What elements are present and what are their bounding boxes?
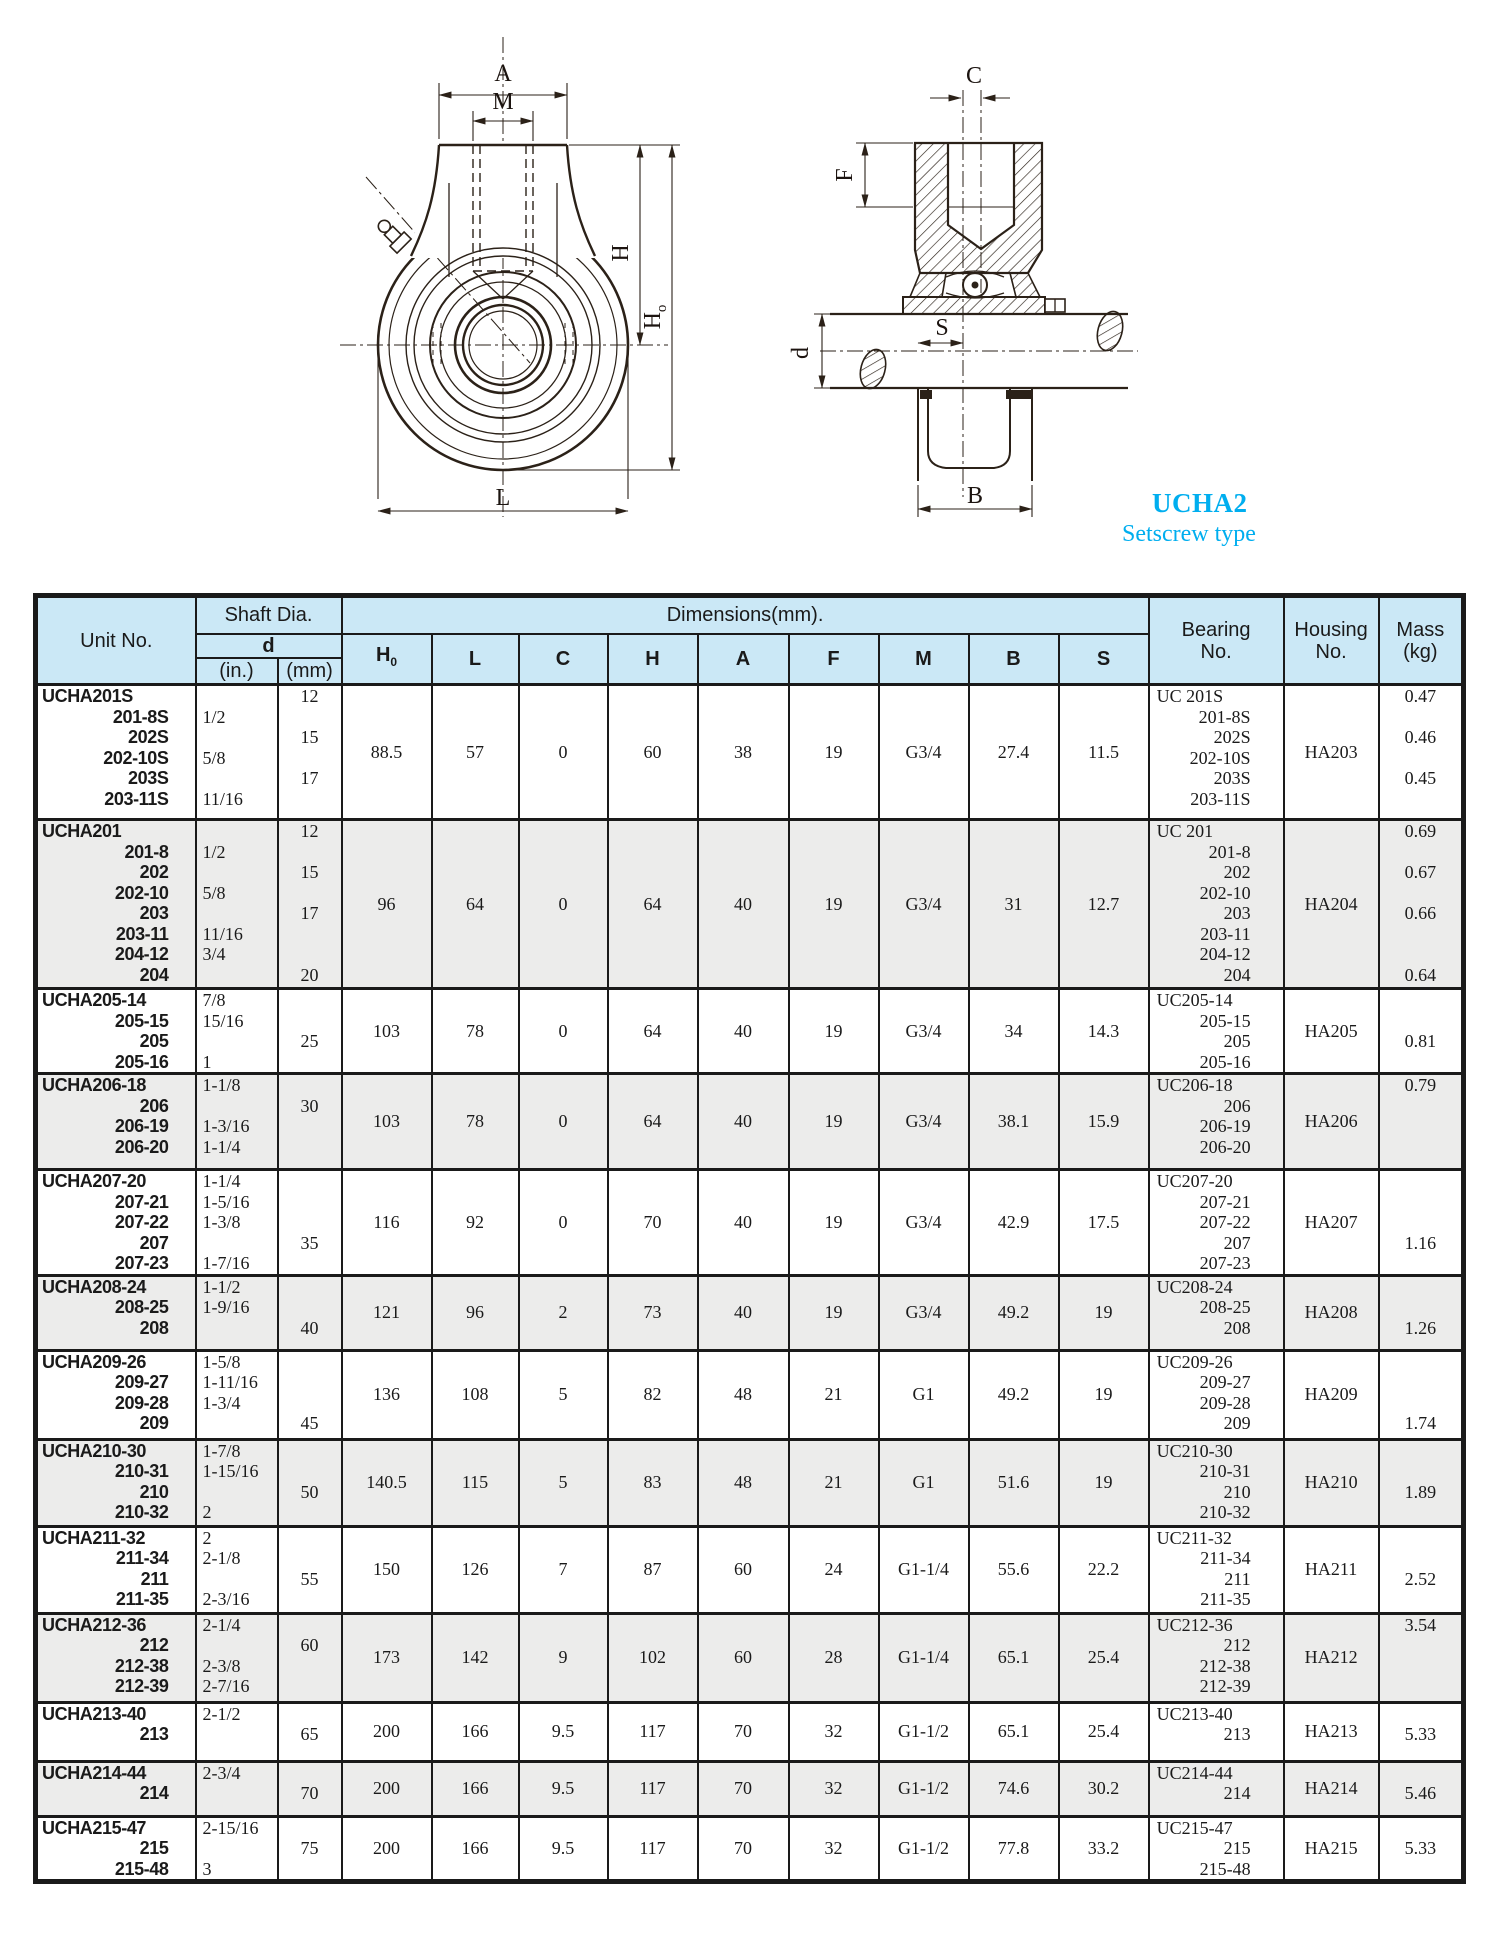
- dim-h-cell: 70: [608, 1170, 698, 1276]
- dim-ho-cell: 103: [342, 1074, 432, 1170]
- col-header-unit-no: Unit No.: [36, 596, 196, 685]
- housing-no-cell: HA214: [1284, 1761, 1379, 1816]
- unit-no-cell: UCHA206-18 206 206-19 206-20: [36, 1074, 196, 1170]
- dim-f-cell: 24: [789, 1526, 879, 1613]
- housing-no-cell: HA208: [1284, 1275, 1379, 1350]
- col-header-mass: Mass (kg): [1379, 596, 1464, 685]
- dim-h-cell: 102: [608, 1613, 698, 1702]
- dim-c-cell: 9.5: [519, 1761, 608, 1816]
- dim-a-cell: 48: [698, 1439, 789, 1526]
- dim-ho-cell: 200: [342, 1702, 432, 1761]
- col-header-dim-2: C: [519, 634, 608, 685]
- dim-f-cell: 32: [789, 1702, 879, 1761]
- shaft-mm-cell: 40: [278, 1275, 342, 1350]
- dim-f-cell: 19: [789, 1275, 879, 1350]
- dim-label-d: d: [788, 347, 814, 359]
- housing-no-cell: HA209: [1284, 1350, 1379, 1439]
- dim-a-cell: 38: [698, 685, 789, 820]
- dim-b-cell: 65.1: [969, 1613, 1059, 1702]
- unit-no-cell: UCHA214-44 214: [36, 1761, 196, 1816]
- dim-c-cell: 0: [519, 989, 608, 1074]
- series-name: UCHA2: [1152, 488, 1248, 518]
- dim-label-L: L: [495, 485, 511, 511]
- dim-s-cell: 15.9: [1059, 1074, 1149, 1170]
- dim-l-cell: 96: [432, 1275, 519, 1350]
- unit-no-cell: UCHA213-40 213: [36, 1702, 196, 1761]
- bearing-no-cell: UC212-36 212 212-38 212-39: [1149, 1613, 1284, 1702]
- mass-cell: 2.52: [1379, 1526, 1464, 1613]
- shaft-in-cell: 2-3/4: [196, 1761, 278, 1816]
- shaft-in-cell: 2 2-1/8 2-3/16: [196, 1526, 278, 1613]
- dim-m-cell: G3/4: [879, 685, 969, 820]
- dim-c-cell: 5: [519, 1439, 608, 1526]
- dim-f-cell: 28: [789, 1613, 879, 1702]
- shaft-mm-cell: 30: [278, 1074, 342, 1170]
- bearing-no-cell: UC211-32 211-34 211 211-35: [1149, 1526, 1284, 1613]
- shaft-in-cell: 2-1/4 2-3/8 2-7/16: [196, 1613, 278, 1702]
- col-header-shaft-dia: Shaft Dia.: [196, 596, 342, 634]
- bearing-no-cell: UC 201S 201-8S 202S 202-10S 203S 203-11S: [1149, 685, 1284, 820]
- dim-b-cell: 49.2: [969, 1350, 1059, 1439]
- bearing-no-cell: UC209-26 209-27 209-28 209: [1149, 1350, 1284, 1439]
- dim-c-cell: 9.5: [519, 1702, 608, 1761]
- dim-s-cell: 30.2: [1059, 1761, 1149, 1816]
- unit-no-cell: UCHA205-14 205-15 205 205-16: [36, 989, 196, 1074]
- dim-a-cell: 60: [698, 1613, 789, 1702]
- dim-b-cell: 42.9: [969, 1170, 1059, 1276]
- dim-b-cell: 77.8: [969, 1816, 1059, 1882]
- spec-row-UCHA201: [36, 820, 1464, 989]
- dim-s-cell: 17.5: [1059, 1170, 1149, 1276]
- bearing-no-cell: UC205-14 205-15 205 205-16: [1149, 989, 1284, 1074]
- shaft-in-cell: 1/2 5/8 11/16: [196, 685, 278, 820]
- dim-c-cell: 0: [519, 820, 608, 989]
- dim-l-cell: 166: [432, 1702, 519, 1761]
- dim-ho-cell: 150: [342, 1526, 432, 1613]
- housing-no-cell: HA211: [1284, 1526, 1379, 1613]
- spec-table-container: [33, 593, 1466, 1884]
- dim-m-cell: G1-1/2: [879, 1702, 969, 1761]
- col-header-dim-4: A: [698, 634, 789, 685]
- dim-b-cell: 34: [969, 989, 1059, 1074]
- dim-label-S: S: [935, 315, 949, 341]
- dim-m-cell: G1-1/4: [879, 1526, 969, 1613]
- dim-h-cell: 64: [608, 989, 698, 1074]
- dim-f-cell: 19: [789, 989, 879, 1074]
- dim-a-cell: 40: [698, 820, 789, 989]
- dim-l-cell: 166: [432, 1816, 519, 1882]
- shaft-in-cell: 2-1/2: [196, 1702, 278, 1761]
- shaft-in-cell: 1-1/8 1-3/16 1-1/4: [196, 1074, 278, 1170]
- col-header-in: (in.): [196, 658, 278, 685]
- dim-ho-cell: 140.5: [342, 1439, 432, 1526]
- housing-no-cell: HA212: [1284, 1613, 1379, 1702]
- dim-s-cell: 19: [1059, 1350, 1149, 1439]
- col-header-mm: (mm): [278, 658, 342, 685]
- dim-s-cell: 22.2: [1059, 1526, 1149, 1613]
- dim-c-cell: 0: [519, 1074, 608, 1170]
- dim-m-cell: G3/4: [879, 1170, 969, 1276]
- shaft-in-cell: 1-7/8 1-15/16 2: [196, 1439, 278, 1526]
- dim-c-cell: 5: [519, 1350, 608, 1439]
- dim-m-cell: G3/4: [879, 1074, 969, 1170]
- dim-s-cell: 19: [1059, 1439, 1149, 1526]
- col-header-bearing-no: Bearing No.: [1149, 596, 1284, 685]
- housing-no-cell: HA213: [1284, 1702, 1379, 1761]
- shaft-mm-cell: 12 15 17: [278, 685, 342, 820]
- dim-l-cell: 57: [432, 685, 519, 820]
- dim-b-cell: 74.6: [969, 1761, 1059, 1816]
- dim-l-cell: 126: [432, 1526, 519, 1613]
- shaft-in-cell: 7/8 15/16 1: [196, 989, 278, 1074]
- dim-l-cell: 108: [432, 1350, 519, 1439]
- dim-label-C: C: [965, 63, 983, 89]
- dim-label-A: A: [494, 61, 512, 87]
- col-header-dim-8: S: [1059, 634, 1149, 685]
- dim-f-cell: 32: [789, 1761, 879, 1816]
- dim-a-cell: 70: [698, 1816, 789, 1882]
- mass-cell: 5.33: [1379, 1702, 1464, 1761]
- col-header-dim-5: F: [789, 634, 879, 685]
- dim-s-cell: 14.3: [1059, 989, 1149, 1074]
- side-section-drawing: [770, 35, 1190, 535]
- mass-cell: 0.79: [1379, 1074, 1464, 1170]
- dim-f-cell: 19: [789, 1170, 879, 1276]
- dim-m-cell: G1: [879, 1439, 969, 1526]
- dim-a-cell: 60: [698, 1526, 789, 1613]
- unit-no-cell: UCHA212-36 212 212-38 212-39: [36, 1613, 196, 1702]
- dim-s-cell: 19: [1059, 1275, 1149, 1350]
- dim-c-cell: 7: [519, 1526, 608, 1613]
- dim-b-cell: 49.2: [969, 1275, 1059, 1350]
- dim-l-cell: 142: [432, 1613, 519, 1702]
- spec-row-UCHA214-44: [36, 1761, 1464, 1816]
- mass-cell: 3.54: [1379, 1613, 1464, 1702]
- unit-no-cell: UCHA210-30 210-31 210 210-32: [36, 1439, 196, 1526]
- spec-row-UCHA212-36: [36, 1613, 1464, 1702]
- bearing-no-cell: UC213-40 213: [1149, 1702, 1284, 1761]
- dim-m-cell: G3/4: [879, 989, 969, 1074]
- col-header-dim-3: H: [608, 634, 698, 685]
- dim-label-M: M: [492, 89, 514, 115]
- shaft-mm-cell: 50: [278, 1439, 342, 1526]
- dim-c-cell: 9: [519, 1613, 608, 1702]
- mass-cell: 1.74: [1379, 1350, 1464, 1439]
- dim-c-cell: 0: [519, 685, 608, 820]
- dim-ho-cell: 116: [342, 1170, 432, 1276]
- dim-f-cell: 21: [789, 1439, 879, 1526]
- dim-h-cell: 64: [608, 820, 698, 989]
- dim-h-cell: 83: [608, 1439, 698, 1526]
- dim-b-cell: 51.6: [969, 1439, 1059, 1526]
- housing-no-cell: HA215: [1284, 1816, 1379, 1882]
- unit-no-cell: UCHA209-26 209-27 209-28 209: [36, 1350, 196, 1439]
- col-header-d: d: [196, 634, 342, 658]
- dim-label-H: H: [608, 244, 634, 262]
- dim-l-cell: 78: [432, 989, 519, 1074]
- housing-no-cell: HA207: [1284, 1170, 1379, 1276]
- spec-row-UCHA215-47: [36, 1816, 1464, 1882]
- shaft-in-cell: 2-15/16 3: [196, 1816, 278, 1882]
- dim-l-cell: 166: [432, 1761, 519, 1816]
- dim-ho-cell: 136: [342, 1350, 432, 1439]
- mass-cell: 0.81: [1379, 989, 1464, 1074]
- housing-no-cell: HA203: [1284, 685, 1379, 820]
- dim-l-cell: 92: [432, 1170, 519, 1276]
- dim-h-cell: 87: [608, 1526, 698, 1613]
- mass-cell: 0.47 0.46 0.45: [1379, 685, 1464, 820]
- spec-row-UCHA201S: [36, 685, 1464, 820]
- shaft-mm-cell: 45: [278, 1350, 342, 1439]
- unit-no-cell: UCHA211-32 211-34 211 211-35: [36, 1526, 196, 1613]
- spec-row-UCHA207-20: [36, 1170, 1464, 1276]
- dim-h-cell: 64: [608, 1074, 698, 1170]
- dim-m-cell: G1: [879, 1350, 969, 1439]
- dim-f-cell: 32: [789, 1816, 879, 1882]
- housing-no-cell: HA210: [1284, 1439, 1379, 1526]
- unit-no-cell: UCHA215-47 215 215-48: [36, 1816, 196, 1882]
- col-header-dimensions: Dimensions(mm).: [342, 596, 1149, 634]
- dim-b-cell: 27.4: [969, 685, 1059, 820]
- housing-no-cell: HA205: [1284, 989, 1379, 1074]
- dim-s-cell: 12.7: [1059, 820, 1149, 989]
- dim-f-cell: 19: [789, 1074, 879, 1170]
- dim-a-cell: 70: [698, 1702, 789, 1761]
- col-header-dim-7: B: [969, 634, 1059, 685]
- dim-h-cell: 82: [608, 1350, 698, 1439]
- dim-ho-cell: 173: [342, 1613, 432, 1702]
- series-callout: [1122, 488, 1322, 548]
- shaft-in-cell: 1-5/8 1-11/16 1-3/4: [196, 1350, 278, 1439]
- shaft-mm-cell: 75: [278, 1816, 342, 1882]
- dim-m-cell: G1-1/2: [879, 1816, 969, 1882]
- dim-c-cell: 2: [519, 1275, 608, 1350]
- series-type: Setscrew type: [1122, 521, 1256, 547]
- dim-c-cell: 0: [519, 1170, 608, 1276]
- dim-a-cell: 40: [698, 1170, 789, 1276]
- shaft-mm-cell: 25: [278, 989, 342, 1074]
- dim-h-cell: 73: [608, 1275, 698, 1350]
- dim-m-cell: G3/4: [879, 820, 969, 989]
- bearing-no-cell: UC206-18 206 206-19 206-20: [1149, 1074, 1284, 1170]
- housing-no-cell: HA206: [1284, 1074, 1379, 1170]
- spec-row-UCHA206-18: [36, 1074, 1464, 1170]
- dim-l-cell: 115: [432, 1439, 519, 1526]
- dim-ho-cell: 200: [342, 1816, 432, 1882]
- dim-a-cell: 40: [698, 1074, 789, 1170]
- mass-cell: 0.69 0.67 0.66 0.64: [1379, 820, 1464, 989]
- unit-no-cell: UCHA201S 201-8S 202S 202-10S 203S 203-11S: [36, 685, 196, 820]
- bearing-no-cell: UC208-24 208-25 208: [1149, 1275, 1284, 1350]
- shaft-in-cell: 1-1/2 1-9/16: [196, 1275, 278, 1350]
- dim-a-cell: 70: [698, 1761, 789, 1816]
- shaft-in-cell: 1/2 5/8 11/16 3/4: [196, 820, 278, 989]
- unit-no-cell: UCHA208-24 208-25 208: [36, 1275, 196, 1350]
- dim-s-cell: 11.5: [1059, 685, 1149, 820]
- grease-fitting: [373, 215, 411, 253]
- dim-l-cell: 64: [432, 820, 519, 989]
- shaft-mm-cell: 35: [278, 1170, 342, 1276]
- mass-cell: 5.33: [1379, 1816, 1464, 1882]
- dim-h-cell: 117: [608, 1702, 698, 1761]
- shaft-mm-cell: 65: [278, 1702, 342, 1761]
- dim-m-cell: G1-1/2: [879, 1761, 969, 1816]
- mass-cell: 1.89: [1379, 1439, 1464, 1526]
- spec-row-UCHA205-14: [36, 989, 1464, 1074]
- dim-b-cell: 38.1: [969, 1074, 1059, 1170]
- dim-ho-cell: 200: [342, 1761, 432, 1816]
- dim-ho-cell: 96: [342, 820, 432, 989]
- unit-no-cell: UCHA201 201-8 202 202-10 203 203-11 204-12 204: [36, 820, 196, 989]
- dim-f-cell: 21: [789, 1350, 879, 1439]
- dim-s-cell: 33.2: [1059, 1816, 1149, 1882]
- dim-s-cell: 25.4: [1059, 1613, 1149, 1702]
- dim-b-cell: 31: [969, 820, 1059, 989]
- spec-row-UCHA213-40: [36, 1702, 1464, 1761]
- dim-a-cell: 40: [698, 989, 789, 1074]
- col-header-dim-1: L: [432, 634, 519, 685]
- dim-f-cell: 19: [789, 685, 879, 820]
- dim-a-cell: 40: [698, 1275, 789, 1350]
- shaft-mm-cell: 55: [278, 1526, 342, 1613]
- bearing-no-cell: UC214-44 214: [1149, 1761, 1284, 1816]
- dim-label-F: F: [832, 168, 858, 182]
- shaft-mm-cell: 70: [278, 1761, 342, 1816]
- front-view-drawing: [268, 25, 738, 525]
- dim-label-B: B: [966, 483, 984, 509]
- dim-m-cell: G3/4: [879, 1275, 969, 1350]
- mass-cell: 1.16: [1379, 1170, 1464, 1276]
- spec-row-UCHA208-24: [36, 1275, 1464, 1350]
- col-header-dim-0: $H_0$: [342, 634, 432, 685]
- dim-ho-cell: 121: [342, 1275, 432, 1350]
- shaft-mm-cell: 60: [278, 1613, 342, 1702]
- dim-label-Ho: $H_o$: [640, 304, 670, 330]
- bearing-no-cell: UC207-20 207-21 207-22 207 207-23: [1149, 1170, 1284, 1276]
- bearing-no-cell: UC 201 201-8 202 202-10 203 203-11 204-12 204: [1149, 820, 1284, 989]
- dim-c-cell: 9.5: [519, 1816, 608, 1882]
- dim-b-cell: 65.1: [969, 1702, 1059, 1761]
- spec-row-UCHA210-30: [36, 1439, 1464, 1526]
- col-header-dim-6: M: [879, 634, 969, 685]
- mass-cell: 1.26: [1379, 1275, 1464, 1350]
- dim-h-cell: 60: [608, 685, 698, 820]
- spec-row-UCHA209-26: [36, 1350, 1464, 1439]
- spec-row-UCHA211-32: [36, 1526, 1464, 1613]
- mass-cell: 5.46: [1379, 1761, 1464, 1816]
- dim-ho-cell: 88.5: [342, 685, 432, 820]
- dim-ho-cell: 103: [342, 989, 432, 1074]
- bearing-no-cell: UC210-30 210-31 210 210-32: [1149, 1439, 1284, 1526]
- dim-f-cell: 19: [789, 820, 879, 989]
- spec-table: [33, 593, 1466, 1884]
- shaft-in-cell: 1-1/4 1-5/16 1-3/8 1-7/16: [196, 1170, 278, 1276]
- dim-m-cell: G1-1/4: [879, 1613, 969, 1702]
- col-header-housing-no: Housing No.: [1284, 596, 1379, 685]
- dim-b-cell: 55.6: [969, 1526, 1059, 1613]
- housing-no-cell: HA204: [1284, 820, 1379, 989]
- dim-s-cell: 25.4: [1059, 1702, 1149, 1761]
- dim-h-cell: 117: [608, 1816, 698, 1882]
- bearing-no-cell: UC215-47 215 215-48: [1149, 1816, 1284, 1882]
- dim-l-cell: 78: [432, 1074, 519, 1170]
- dim-h-cell: 117: [608, 1761, 698, 1816]
- dim-a-cell: 48: [698, 1350, 789, 1439]
- unit-no-cell: UCHA207-20 207-21 207-22 207 207-23: [36, 1170, 196, 1276]
- shaft-mm-cell: 12 15 17 20: [278, 820, 342, 989]
